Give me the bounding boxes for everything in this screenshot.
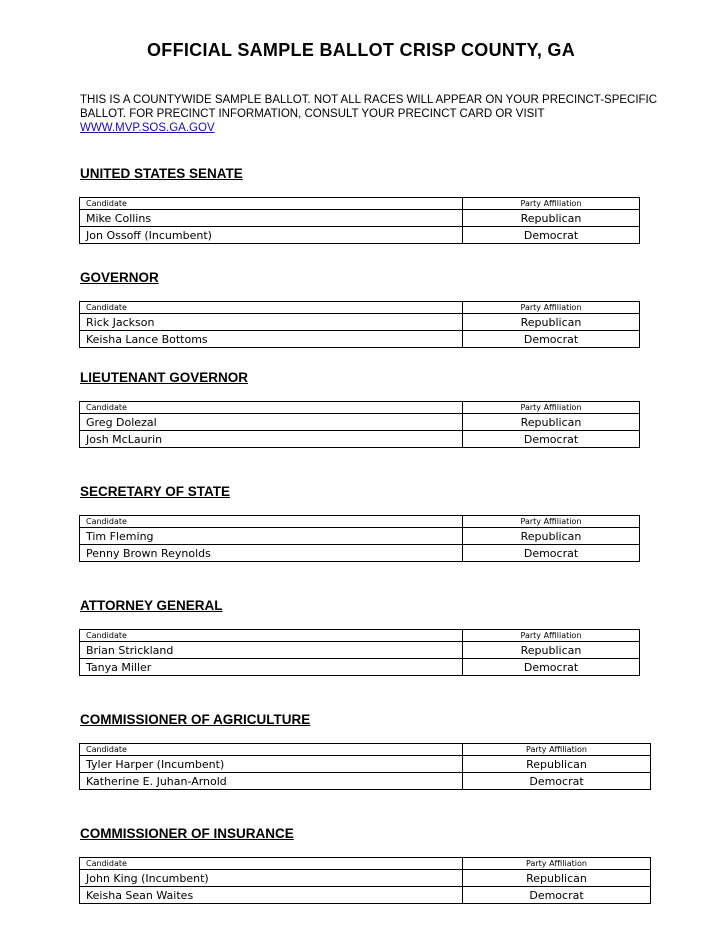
candidate-column-header: Candidate — [80, 630, 463, 642]
candidate-name: Josh McLaurin — [80, 431, 463, 448]
candidate-name: Penny Brown Reynolds — [80, 545, 463, 562]
table-row — [80, 528, 640, 545]
party-affiliation: Republican — [463, 870, 651, 887]
race-table-lieutenant-governor — [79, 401, 640, 448]
candidate-column-header: Candidate — [80, 402, 463, 414]
race-table-commissioner-of-insurance — [79, 857, 651, 904]
party-affiliation: Republican — [463, 756, 651, 773]
race-title-commissioner-of-insurance: COMMISSIONER OF INSURANCE — [80, 826, 294, 841]
race-title-governor: GOVERNOR — [80, 270, 159, 285]
candidate-name: Tanya Miller — [80, 659, 463, 676]
table-row — [80, 545, 640, 562]
candidate-name: Mike Collins — [80, 210, 463, 227]
candidate-name: John King (Incumbent) — [80, 870, 463, 887]
intro-line-1: THIS IS A COUNTYWIDE SAMPLE BALLOT. NOT ALL RACES WILL APPEAR ON YOUR PRECINCT-SPECIFIC — [80, 94, 658, 106]
page-title: OFFICIAL SAMPLE BALLOT CRISP COUNTY, GA — [146, 40, 576, 60]
party-affiliation: Democrat — [463, 773, 651, 790]
party-affiliation: Republican — [463, 210, 640, 227]
table-header-row — [80, 744, 651, 756]
race-table-secretary-of-state — [79, 515, 640, 562]
table-row — [80, 659, 640, 676]
candidate-column-header: Candidate — [80, 744, 463, 756]
party-column-header: Party Affiliation — [463, 302, 640, 314]
candidate-name: Tyler Harper (Incumbent) — [80, 756, 463, 773]
table-row — [80, 314, 640, 331]
party-column-header: Party Affiliation — [463, 198, 640, 210]
party-affiliation: Republican — [463, 314, 640, 331]
party-affiliation: Republican — [463, 642, 640, 659]
table-row — [80, 210, 640, 227]
candidate-name: Katherine E. Juhan-Arnold — [80, 773, 463, 790]
race-table-attorney-general — [79, 629, 640, 676]
candidate-name: Keisha Lance Bottoms — [80, 331, 463, 348]
intro-line-2: BALLOT. FOR PRECINCT INFORMATION, CONSULT YOUR PRECINCT CARD OR VISIT — [80, 108, 545, 120]
candidate-name: Brian Strickland — [80, 642, 463, 659]
table-header-row — [80, 302, 640, 314]
table-row — [80, 431, 640, 448]
table-header-row — [80, 858, 651, 870]
table-row — [80, 227, 640, 244]
table-header-row — [80, 198, 640, 210]
candidate-column-header: Candidate — [80, 858, 463, 870]
race-title-us-senate: UNITED STATES SENATE — [80, 166, 243, 181]
candidate-column-header: Candidate — [80, 302, 463, 314]
party-affiliation: Democrat — [463, 331, 640, 348]
candidate-name: Tim Fleming — [80, 528, 463, 545]
race-table-governor — [79, 301, 640, 348]
table-header-row — [80, 516, 640, 528]
table-row — [80, 887, 651, 904]
table-row — [80, 642, 640, 659]
race-title-lieutenant-governor: LIEUTENANT GOVERNOR — [80, 370, 249, 385]
race-title-commissioner-of-agriculture: COMMISSIONER OF AGRICULTURE — [80, 712, 311, 727]
party-affiliation: Democrat — [463, 227, 640, 244]
party-affiliation: Republican — [463, 414, 640, 431]
candidate-name: Keisha Sean Waites — [80, 887, 463, 904]
table-row — [80, 756, 651, 773]
party-affiliation: Democrat — [463, 659, 640, 676]
candidate-column-header: Candidate — [80, 198, 463, 210]
party-affiliation: Democrat — [463, 431, 640, 448]
party-column-header: Party Affiliation — [463, 744, 651, 756]
party-affiliation: Democrat — [463, 545, 640, 562]
candidate-name: Greg Dolezal — [80, 414, 463, 431]
table-row — [80, 414, 640, 431]
race-table-us-senate — [79, 197, 640, 244]
race-title-secretary-of-state: SECRETARY OF STATE — [80, 484, 231, 499]
race-title-attorney-general: ATTORNEY GENERAL — [80, 598, 223, 613]
table-row — [80, 870, 651, 887]
sos-website-link[interactable]: WWW.MVP.SOS.GA.GOV — [80, 122, 215, 134]
party-column-header: Party Affiliation — [463, 858, 651, 870]
table-header-row — [80, 630, 640, 642]
party-column-header: Party Affiliation — [463, 516, 640, 528]
candidate-column-header: Candidate — [80, 516, 463, 528]
intro-notice — [80, 93, 658, 135]
candidate-name: Jon Ossoff (Incumbent) — [80, 227, 463, 244]
candidate-name: Rick Jackson — [80, 314, 463, 331]
table-row — [80, 773, 651, 790]
table-header-row — [80, 402, 640, 414]
table-row — [80, 331, 640, 348]
race-table-commissioner-of-agriculture — [79, 743, 651, 790]
party-affiliation: Republican — [463, 528, 640, 545]
party-column-header: Party Affiliation — [463, 630, 640, 642]
party-affiliation: Democrat — [463, 887, 651, 904]
party-column-header: Party Affiliation — [463, 402, 640, 414]
